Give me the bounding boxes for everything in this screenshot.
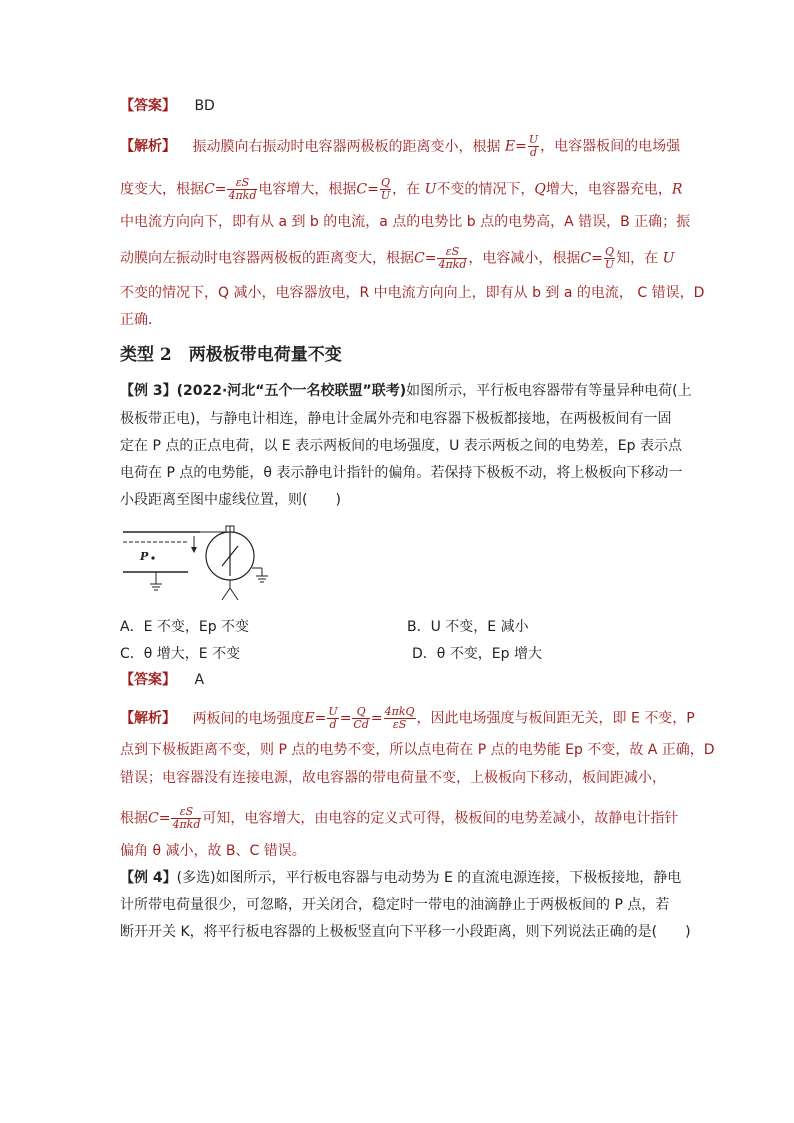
text: 根据: [120, 810, 148, 827]
example-3-line-1: [120, 381, 692, 401]
example-source: (2022·河北“五个一名校联盟”联考): [176, 383, 407, 399]
numerator: Q: [352, 706, 369, 719]
text: ，电容减小，根据: [468, 250, 581, 267]
example-tag: 【例 4】: [120, 870, 177, 886]
text: 不变的情况下，: [436, 181, 535, 198]
analysis-2-line-2: 点到下极板距离不变，则 P 点的电势不变，所以点电荷在 P 点的电势能 Ep 不变，故 A 正确，D: [120, 742, 715, 758]
stand-leg: [222, 588, 230, 600]
denominator: εS: [392, 718, 407, 731]
analysis-1-line-2: [120, 177, 682, 202]
analysis-1-line-4: [120, 246, 674, 271]
denominator: 4πkd: [172, 818, 201, 831]
fraction: [528, 134, 539, 159]
text: 振动膜向右振动时电容器两极板的距离变小，根据: [192, 138, 501, 155]
stand-leg: [230, 588, 238, 600]
arrow-down-icon: [191, 547, 197, 553]
analysis-tag: 【解析】: [120, 710, 176, 727]
analysis-2-line-3: 错误；电容器没有连接电源，故电容器的带电荷量不变，上极板向下移动，板间距减小，: [120, 770, 666, 786]
fraction: [437, 246, 467, 271]
fraction: [327, 706, 338, 731]
example-3-line-2: 极板带正电)，与静电计相连，静电计金属外壳和电容器下极板都接地，在两极板间有一固: [120, 411, 672, 427]
fraction: [380, 177, 391, 202]
denominator: d: [529, 146, 538, 159]
numerator: U: [328, 705, 338, 718]
analysis-1-line-3: 中电流方向向下，即有从 a 到 b 的电流，a 点的电势比 b 点的电势高，A 错误，B 正确；振: [120, 214, 691, 230]
formula-text: C=: [204, 181, 227, 198]
analysis-1-line-1: [120, 134, 680, 159]
analysis-1-line-6: 正确．: [120, 312, 162, 328]
analysis-2-line-1: [120, 706, 695, 731]
denominator: 4πkd: [228, 189, 257, 202]
text: ，因此电场强度与板间距无关，即 E 不变，P: [416, 710, 695, 727]
option-a: A．E 不变，Ep 不变: [120, 619, 250, 635]
answer-tag: 【答案】: [120, 98, 176, 114]
section-heading: 类型 2 两极板带电荷量不变: [120, 345, 342, 365]
example-4-line-2: 计所带电荷量很少，可忽略，开关闭合，稳定时一带电的油滴静止于两极板间的 P 点，若: [120, 897, 670, 913]
formula-text: C=: [148, 810, 171, 827]
fraction: [604, 246, 615, 271]
var: R: [671, 181, 683, 198]
formula-text: =: [370, 710, 383, 727]
analysis-2-line-4: [120, 806, 678, 831]
text: 可知，电容增大，由电容的定义式可得，极板间的电势差减小，故静电计指针: [202, 810, 679, 827]
example-4-line-1: [120, 868, 681, 888]
point-label: P: [140, 550, 149, 563]
analysis-tag: 【解析】: [120, 138, 176, 155]
numerator: εS: [171, 806, 201, 819]
numerator: 4πkQ: [384, 705, 415, 718]
numerator: Q: [604, 245, 614, 258]
text: (多选)如图所示，平行板电容器与电动势为 E 的直流电源连接，下极板接地，静电: [176, 870, 682, 886]
example-3-line-4: 电荷在 P 点的电势能，θ 表示静电计指针的偏角。若保持下极板不动，将上极板向下移动一: [120, 465, 683, 481]
formula-text: E=: [504, 138, 527, 155]
fraction: [171, 806, 201, 831]
fraction: [384, 706, 416, 731]
answer-row-1: [120, 96, 215, 116]
analysis-2-line-5: 偏角 θ 减小，故 B、C 错误。: [120, 843, 306, 859]
denominator: U: [380, 189, 391, 202]
formula-text: C=: [414, 250, 437, 267]
numerator: εS: [227, 177, 257, 190]
denominator: 4πkd: [438, 258, 467, 271]
denominator: U: [604, 258, 615, 271]
denominator: Cd: [353, 718, 369, 731]
fraction: [352, 706, 369, 731]
text: ，电容器板间的电场强: [540, 138, 681, 155]
text: 如图所示，平行板电容器带有等量异种电荷(上: [406, 383, 692, 399]
denominator: d: [329, 718, 337, 731]
option-c: C．θ 增大，E 不变: [120, 646, 241, 662]
text: 知，在: [616, 250, 659, 267]
numerator: εS: [437, 246, 467, 259]
option-b: B．U 不变，E 减小: [407, 619, 529, 635]
var: U: [662, 250, 675, 267]
var: Q: [534, 181, 546, 198]
var: U: [424, 181, 437, 198]
fraction: [227, 177, 257, 202]
formula-text: C=: [356, 181, 379, 198]
example-3-line-3: 定在 P 点的正点电荷，以 E 表示两板间的电场强度，U 表示两板之间的电势差，Ep 表示点: [120, 438, 682, 454]
example-4-line-3: 断开开关 K，将平行板电容器的上极板竖直向下平移一小段距离，则下列说法正确的是( ): [120, 924, 691, 940]
text: 动膜向左振动时电容器两极板的距离变大，根据: [120, 250, 414, 267]
answer-value: A: [194, 672, 205, 688]
formula-text: E=: [304, 710, 327, 727]
text: 电容增大，根据: [258, 181, 357, 198]
text: 两板间的电场强度: [192, 710, 305, 727]
text: 度变大，根据: [120, 181, 204, 198]
numerator: Q: [380, 176, 390, 189]
option-d: D．θ 不变，Ep 增大: [412, 646, 542, 662]
text: 增大，电容器充电，: [545, 181, 672, 198]
formula-text: =: [339, 710, 352, 727]
example-tag: 【例 3】: [120, 383, 177, 399]
numerator: U: [528, 133, 539, 146]
point-charge: [151, 556, 154, 559]
capacitor-electrometer-figure: [118, 520, 278, 610]
answer-tag: 【答案】: [120, 672, 176, 688]
answer-value: BD: [194, 98, 215, 114]
answer-row-2: [120, 670, 204, 690]
example-3-line-5: 小段距离至图中虚线位置，则( ): [120, 492, 341, 508]
formula-text: C=: [580, 250, 603, 267]
text: ，在: [392, 181, 421, 198]
analysis-1-line-5: 不变的情况下，Q 减小，电容器放电，R 中电流方向向上，即有从 b 到 a 的电流， C 错误，D: [120, 285, 705, 301]
